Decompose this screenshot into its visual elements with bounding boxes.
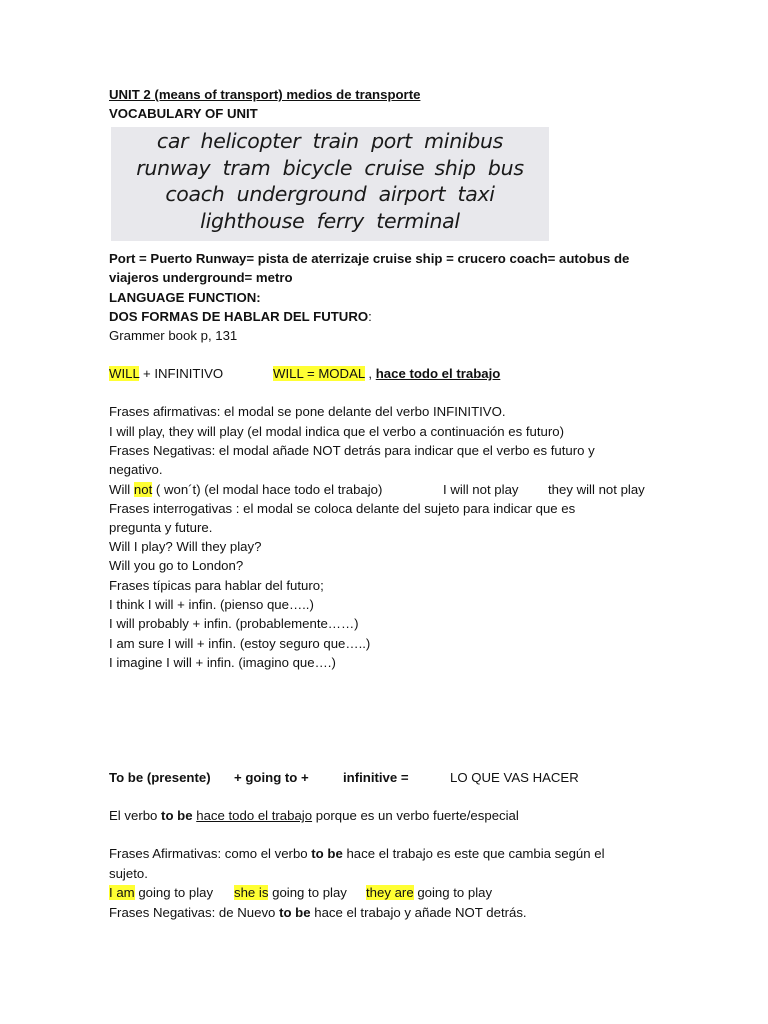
- will-negative: Frases Negativas: el modal añade NOT detrás para indicar que el verbo es futuro y: [109, 443, 595, 458]
- will-affirmative-examples: I will play, they will play (el modal indica que el verbo a continuación es futuro): [109, 424, 564, 439]
- vocab-word: train: [312, 129, 359, 153]
- translations-line: viajeros underground= metro: [109, 270, 293, 285]
- will-interrogative: Frases interrogativas : el modal se coloca delante del sujeto para indicar que es: [109, 501, 576, 516]
- will-negative: negativo.: [109, 462, 163, 477]
- vocab-heading: VOCABULARY OF UNIT: [109, 106, 258, 121]
- vocab-word: taxi: [457, 182, 495, 206]
- vocab-row: [111, 155, 549, 182]
- vocab-word: car: [156, 129, 189, 153]
- will-highlight: WILL: [109, 366, 140, 381]
- will-formula: WILL + INFINITIVO WILL = MODAL , hace todo el trabajo: [109, 366, 501, 381]
- going-negative: Frases Negativas: de Nuevo to be hace el trabajo y añade NOT detrás.: [109, 905, 527, 920]
- typical-phrases-heading: Frases típicas para hablar del futuro;: [109, 578, 324, 593]
- typical-phrase: I think I will + infin. (pienso que…..): [109, 597, 314, 612]
- vocab-word: terminal: [376, 208, 460, 233]
- future-forms-heading: DOS FORMAS DE HABLAR DEL FUTURO:: [109, 309, 372, 324]
- vocab-word: minibus: [424, 129, 504, 153]
- vocab-row: [111, 208, 549, 235]
- vocab-word: helicopter: [200, 129, 301, 153]
- will-interrogative: pregunta y future.: [109, 520, 213, 535]
- vocab-word: cruise ship: [364, 155, 476, 180]
- will-negative-examples: Will not ( won´t) (el modal hace todo el trabajo) I will not play they will not play: [109, 482, 645, 497]
- typical-phrase: I will probably + infin. (probablemente……): [109, 616, 359, 631]
- vocabulary-image: [111, 127, 549, 241]
- will-affirmative: Frases afirmativas: el modal se pone delante del verbo INFINITIVO.: [109, 404, 506, 419]
- vocab-word: port: [371, 129, 412, 153]
- will-question-example: Will I play? Will they play?: [109, 539, 262, 554]
- vocab-word: runway: [136, 155, 211, 180]
- vocab-word: coach: [165, 182, 225, 206]
- vocab-row: [111, 128, 549, 155]
- vocab-word: bus: [487, 155, 524, 180]
- vocab-word: bicycle: [282, 155, 353, 180]
- vocab-row: [111, 181, 549, 208]
- not-highlight: not: [133, 482, 153, 497]
- going-affirmative: sujeto.: [109, 866, 148, 881]
- going-to-formula: To be (presente) + going to + infinitive = LO QUE VAS HACER: [109, 770, 579, 785]
- vocab-word: tram: [222, 155, 271, 180]
- typical-phrase: I am sure I will + infin. (estoy seguro que…..): [109, 636, 371, 651]
- unit-title: UNIT 2 (means of transport) medios de transporte: [109, 87, 421, 102]
- language-function-heading: LANGUAGE FUNCTION:: [109, 290, 261, 305]
- going-affirmative: Frases Afirmativas: como el verbo to be hace el trabajo es este que cambia según el: [109, 846, 605, 861]
- vocab-word: lighthouse: [200, 208, 305, 233]
- will-modal-note: WILL = MODAL , hace todo el trabajo: [273, 366, 501, 381]
- grammar-reference: Grammer book p, 131: [109, 328, 238, 343]
- will-question-example: Will you go to London?: [109, 558, 244, 573]
- to-be-explanation: El verbo to be hace todo el trabajo porque es un verbo fuerte/especial: [109, 808, 519, 823]
- going-examples: I am going to play she is going to play they are going to play: [109, 885, 493, 900]
- vocab-word: airport: [378, 182, 446, 206]
- vocab-word: ferry: [316, 208, 364, 233]
- typical-phrase: I imagine I will + infin. (imagino que….): [109, 655, 336, 670]
- vocab-word: underground: [236, 182, 367, 206]
- translations-line: Port = Puerto Runway= pista de aterrizaje cruise ship = crucero coach= autobus de: [109, 251, 630, 266]
